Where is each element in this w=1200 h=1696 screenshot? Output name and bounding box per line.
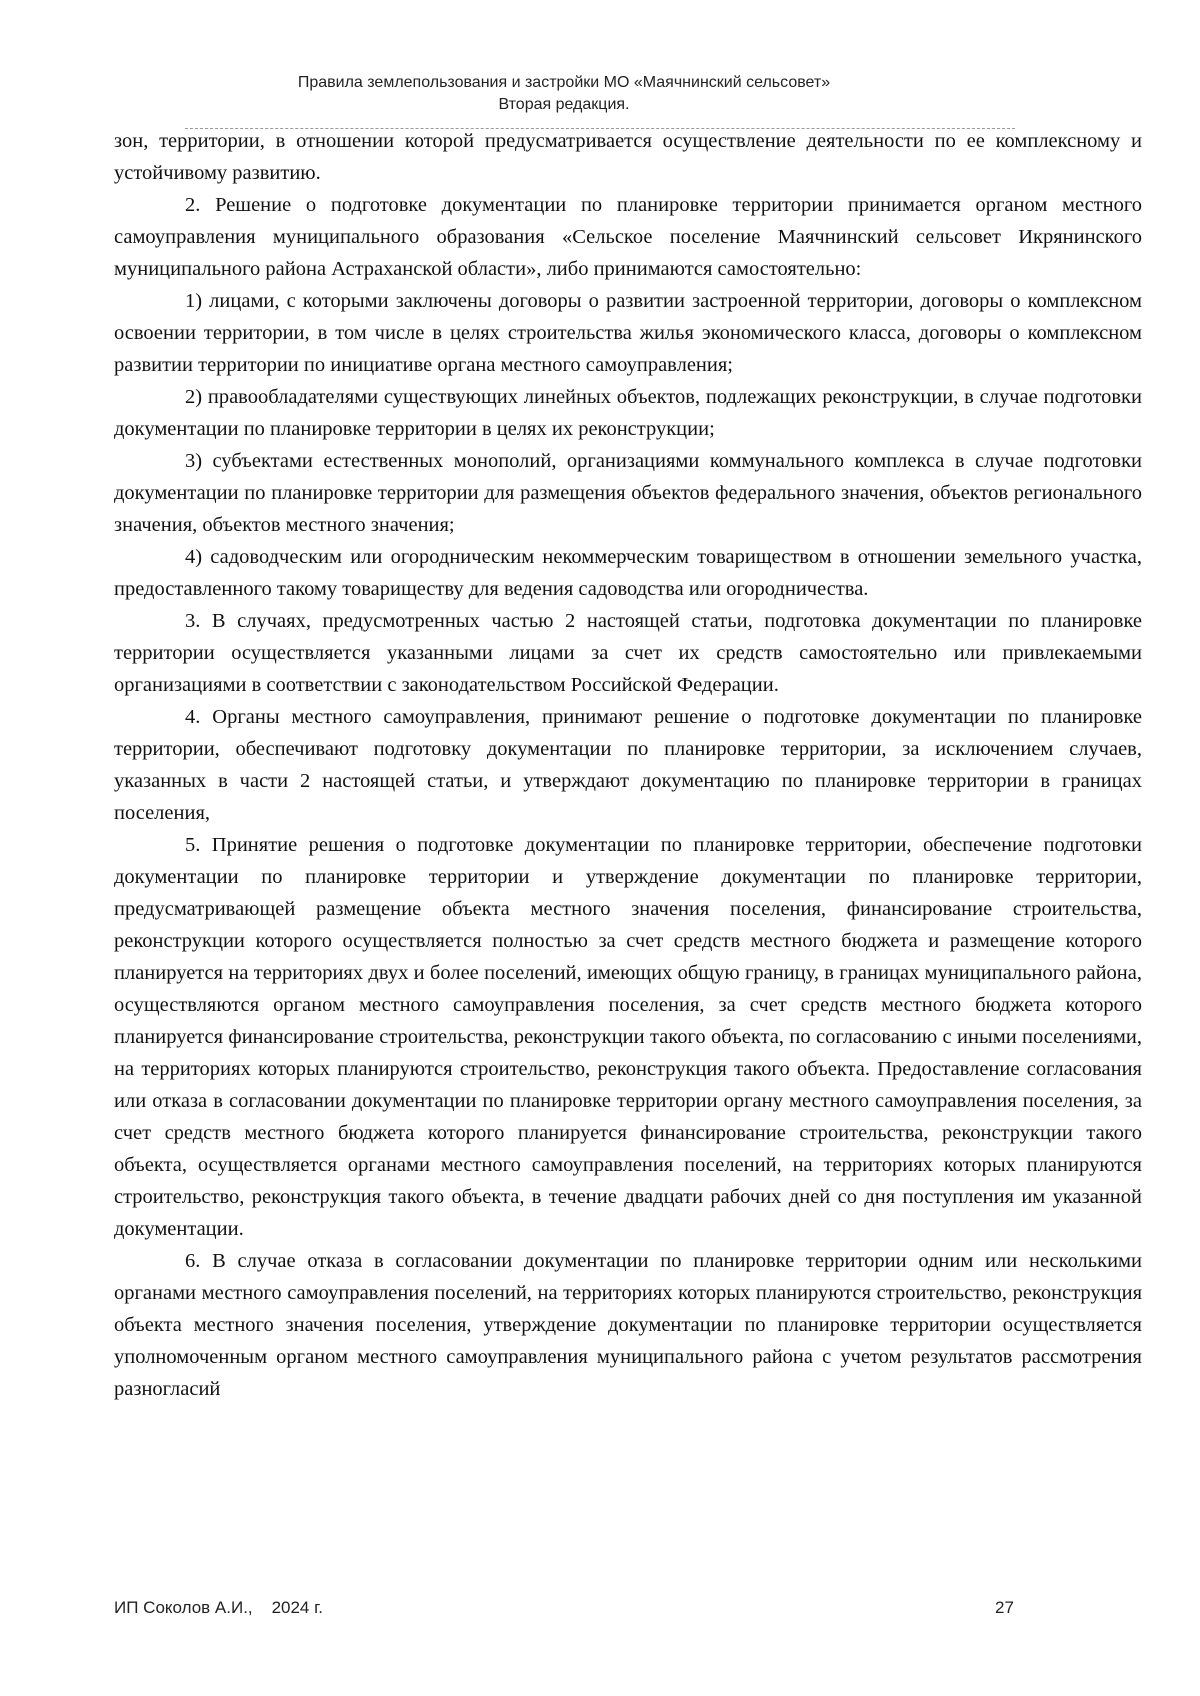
- header-edition: Вторая редакция.: [498, 96, 630, 113]
- paragraph-2-item-3: 3) субъектами естественных монополий, организациями коммунального комплекса в случае подготовки документации по планировке территории для размещения объектов федерального значения, объектов регионального значения, объектов местного значения;: [114, 450, 1142, 536]
- document-body: [114, 125, 1142, 1405]
- paragraph-2: 2. Решение о подготовке документации по планировке территории принимается органом местного самоуправления муниципального образования «Сельское поселение Маячнинский сельсовет Икрянинского муниципального района Астраханской области», либо принимаются самостоятельно:: [114, 194, 1142, 280]
- paragraph-2-item-4: 4) садоводческим или огородническим некоммерческим товариществом в отношении земельного участка, предоставленного такому товариществу для ведения садоводства или огородничества.: [114, 546, 1142, 600]
- paragraph-3: 3. В случаях, предусмотренных частью 2 настоящей статьи, подготовка документации по планировке территории осуществляется указанными лицами за счет их средств самостоятельно или привлекаемыми организациями в соответствии с законодательством Российской Федерации.: [114, 610, 1142, 696]
- page-number: 27: [995, 1598, 1014, 1617]
- paragraph-4: 4. Органы местного самоуправления, принимают решение о подготовке документации по планировке территории, обеспечивают подготовку документации по планировке территории, за исключением случаев, указанных в части 2 настоящей статьи, и утверждают документацию по планировке территории в границах поселения,: [114, 706, 1142, 824]
- paragraph-6: 6. В случае отказа в согласовании документации по планировке территории одним или несколькими органами местного самоуправления поселений, на территориях которых планируются строительство, реконструкция объекта местного значения поселения, утверждение документации по планировке территории осуществляется уполномоченным органом местного самоуправления муниципального района с учетом результатов рассмотрения разногласий: [114, 1250, 1142, 1400]
- paragraph-5: 5. Принятие решения о подготовке документации по планировке территории, обеспечение подготовки документации по планировке территории и утверждение документации по планировке территории, предусматривающей размещение объекта местного значения поселения, финансирование строительства, реконструкции которого осуществляется полностью за счет средств местного бюджета и размещение которого планируется на территориях двух и более поселений, имеющих общую границу, в границах муниципального района, осуществляются органом местного самоуправления поселения, за счет средств местного бюджета которого планируется финансирование строительства, реконструкции такого объекта, по согласованию с иными поселениями, на территориях которых планируются строительство, реконструкция такого объекта. Предоставление согласования или отказа в согласовании документации по планировке территории органу местного самоуправления поселения, за счет средств местного бюджета которого планируется финансирование строительства, реконструкции такого объекта, осуществляется органами местного самоуправления поселений, на территориях которых планируются строительство, реконструкция такого объекта, в течение двадцати рабочих дней со дня поступления им указанной документации.: [114, 834, 1142, 1240]
- paragraph-2-item-2: 2) правообладателями существующих линейных объектов, подлежащих реконструкции, в случае подготовки документации по планировке территории в целях их реконструкции;: [114, 386, 1142, 440]
- paragraph-2-item-1: 1) лицами, с которыми заключены договоры о развитии застроенной территории, договоры о комплексном освоении территории, в том числе в целях строительства жилья экономического класса, договоры о комплексном развитии территории по инициативе органа местного самоуправления;: [114, 290, 1142, 376]
- footer-year: 2024 г.: [271, 1598, 323, 1617]
- running-header: [114, 72, 1014, 116]
- header-title: Правила землепользования и застройки МО «Маячнинский сельсовет»: [297, 74, 831, 91]
- paragraph-continuation: зон, территории, в отношении которой предусматривается осуществление деятельности по ее комплексному и устойчивому развитию.: [114, 130, 1142, 184]
- footer-author: ИП Соколов А.И.,: [114, 1598, 253, 1617]
- footer-author-block: [114, 1597, 323, 1619]
